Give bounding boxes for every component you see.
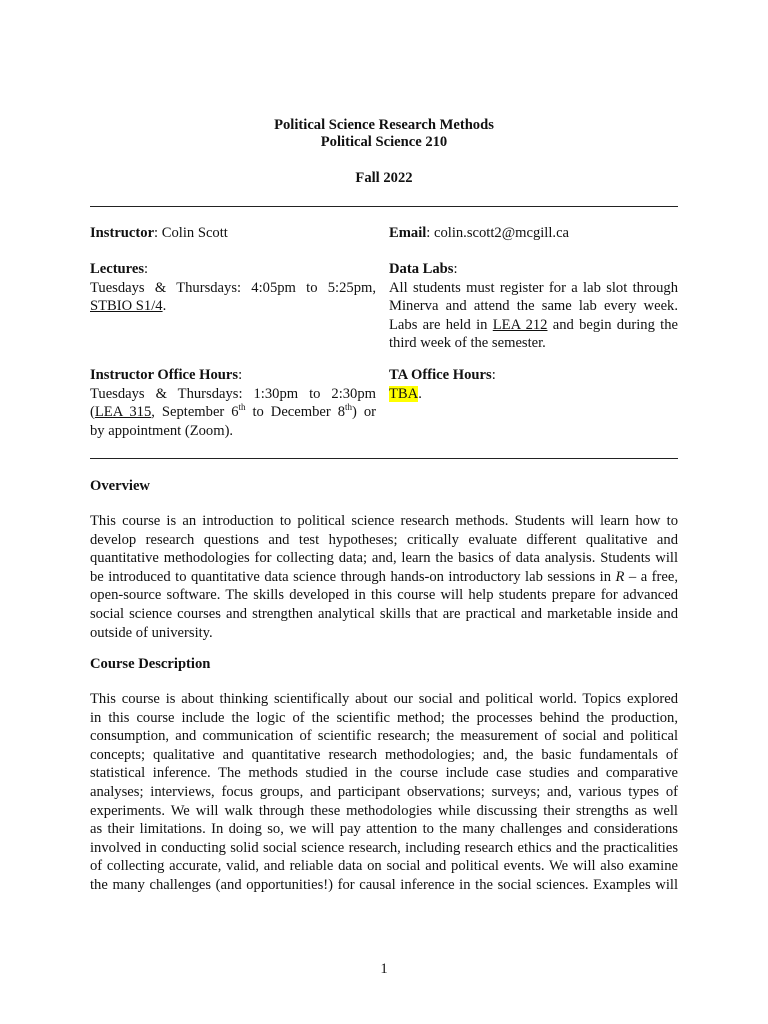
document-title: Political Science Research Methods: [274, 117, 494, 133]
paragraph-line: outside of university.: [90, 624, 213, 641]
email-value[interactable]: colin.scott2@mcgill.ca: [434, 225, 570, 241]
paragraph-line: of collecting accurate, valid, and reliable data on social and political events. We will also examine: [90, 858, 678, 875]
email-label: Email: [389, 225, 427, 241]
data-labs-section: Data Labs: All students must register for a lab slot through Minerva and attend the same lab every week. Labs are held in LEA 212 and begin during the third week of the semester.: [389, 261, 678, 352]
text: , September 6: [151, 404, 239, 421]
lectures-room-link[interactable]: STBIO S1/4: [90, 298, 163, 315]
office-hours-label: Instructor Office Hours: [90, 367, 239, 383]
paragraph-line: as their limitations. In doing so, we will pay attention to the many challenges and considerations: [90, 821, 678, 838]
instructor-value: Colin Scott: [161, 225, 228, 241]
instructor-label: Instructor: [90, 225, 155, 241]
data-labs-line: All students must register for a lab slot through: [389, 279, 678, 296]
lectures-label: Lectures: [90, 261, 145, 277]
instructor-field: Instructor: Colin Scott: [90, 225, 228, 241]
data-labs-room-link[interactable]: LEA 212: [492, 316, 548, 333]
paragraph-line: the many challenges (and opportunities!) for causal inference in the social sciences. Examples will: [90, 876, 678, 893]
email-field: Email: colin.scott2@mcgill.ca: [389, 225, 570, 241]
ta-office-hours-label: TA Office Hours: [389, 367, 492, 383]
lectures-section: Lectures: Tuesdays & Thursdays: 4:05pm to 5:25pm, STBIO S1/4.: [90, 261, 376, 315]
course-description-heading: Course Description: [90, 656, 211, 672]
paragraph-line: in this course include the logic of the scientific method; the processes behind the production,: [90, 709, 678, 726]
text: to December 8: [245, 404, 345, 421]
lectures-time: Tuesdays & Thursdays: 4:05pm to 5:25pm,: [90, 279, 376, 296]
text: Labs are held in: [389, 316, 493, 333]
paragraph-line: analyses; interviews, focus groups, and participant observations; surveys; and, various types of: [90, 783, 678, 800]
text: and begin during the: [547, 316, 678, 333]
paragraph-line: develop research questions and test hypotheses; critically evaluate different qualitative and: [90, 531, 678, 548]
paragraph-line: quantitative methodologies for collecting data; and, learn the basics of data analysis. Students will: [90, 550, 678, 567]
paragraph-line: open-source software. The skills developed in this course will help students prepare for advanced: [90, 587, 678, 604]
superscript: th: [238, 402, 246, 413]
text: ) or: [352, 404, 376, 421]
paragraph-line: concepts; qualitative and quantitative research methodologies; and, the basic fundamentals of: [90, 746, 678, 763]
divider-bottom: [90, 458, 678, 459]
course-description-paragraph: [90, 690, 678, 895]
paragraph-line: social science courses and strengthen analytical skills that are practical and marketable inside and: [90, 605, 678, 622]
ta-office-hours-section: TA Office Hours: TBA.: [389, 367, 496, 402]
text: be introduced to quantitative data science through hands-on introductory lab sessions in: [90, 568, 612, 585]
text: – a free,: [624, 568, 678, 585]
term: Fall 2022: [355, 170, 413, 186]
data-labs-line: [389, 316, 678, 335]
superscript: th: [345, 402, 353, 413]
paragraph-line: consumption, and communication of scientific research; the measurement of social and political: [90, 728, 678, 745]
data-labs-line: third week of the semester.: [389, 335, 546, 352]
office-hours-note: by appointment (Zoom).: [90, 422, 234, 439]
data-labs-line: Minerva and attend the same lab every week.: [389, 298, 678, 315]
paragraph-line: statistical inference. The methods studied in the course include case studies and comparative: [90, 765, 678, 782]
office-hours-time: Tuesdays & Thursdays: 1:30pm to 2:30pm: [90, 385, 376, 402]
divider-top: [90, 206, 678, 207]
paragraph-line: This course is an introduction to political science research methods. Students will learn how to: [90, 513, 678, 529]
office-hours-section: Instructor Office Hours: Tuesdays & Thursdays: 1:30pm to 2:30pm (LEA 315, September 6th to December 8th) or by appointment (Zoom).: [90, 367, 376, 439]
paragraph-line: experiments. We will walk through these methodologies while discussing their strengths as well: [90, 802, 678, 819]
paragraph-line: involved in conducting solid social science research, including research ethics and the practicalities: [90, 839, 678, 856]
data-labs-label: Data Labs: [389, 261, 454, 277]
overview-paragraph: [90, 512, 678, 642]
overview-heading: Overview: [90, 478, 150, 494]
ta-office-hours-value: TBA: [389, 385, 419, 402]
r-language: R: [615, 568, 625, 585]
office-room-link[interactable]: LEA 315: [94, 404, 152, 421]
paragraph-line: [90, 568, 678, 587]
office-hours-location: (LEA 315, September 6th to December 8th) or: [90, 402, 376, 421]
course-number: Political Science 210: [320, 134, 448, 150]
paragraph-line: This course is about thinking scientifically about our social and political world. Topics explored: [90, 691, 678, 707]
page-number: 1: [380, 961, 388, 977]
